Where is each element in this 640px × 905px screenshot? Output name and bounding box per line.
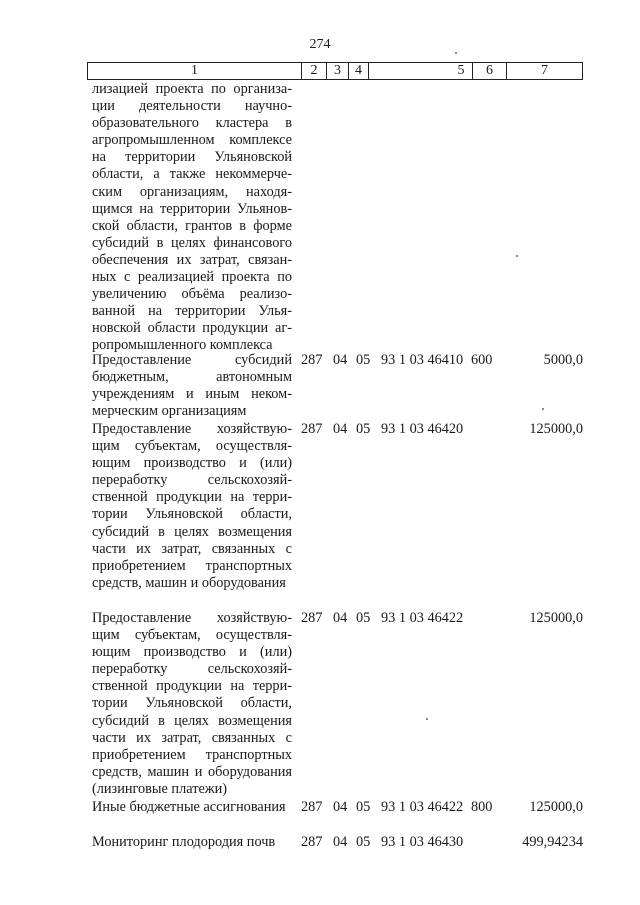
scan-speck <box>516 255 518 257</box>
header-col-7: 7 <box>506 63 582 79</box>
row-pr: 05 <box>356 799 371 815</box>
header-col-6: 6 <box>472 63 506 79</box>
header-col-5: 5 <box>368 63 553 79</box>
row-pr: 05 <box>356 610 371 626</box>
budget-table <box>0 81 640 854</box>
row-rz: 04 <box>333 834 348 850</box>
row-csr: 93 1 03 46420 <box>381 421 464 437</box>
row-description: Мониторинг плодородия почв <box>92 834 276 850</box>
row-pr: 05 <box>356 352 371 368</box>
row-pr: 05 <box>356 421 371 437</box>
row-sum: 125000,0 <box>529 610 583 626</box>
row-ved: 287 <box>301 352 323 368</box>
scan-speck <box>542 408 544 410</box>
table-row <box>0 610 640 799</box>
row-pr: 05 <box>356 834 371 850</box>
table-row <box>0 81 640 352</box>
row-csr: 93 1 03 46422 <box>381 610 464 626</box>
row-description: Иные бюджетные ассигнования <box>92 799 286 815</box>
row-description: Предоставление хозяйствующим субъектам, осуществляющим производство и (или) переработку сельскохозяйственной продукции на территории Ульяновской области, субсидий в целях возмещения части их затрат, связанных с приобретением транспортных средств, машин и оборудования <box>92 421 292 591</box>
row-ved: 287 <box>301 834 323 850</box>
table-row <box>0 834 640 854</box>
row-ved: 287 <box>301 799 323 815</box>
row-description: лизацией проекта по организации деятельности научно-образовательного кластера в агропромышленном комплексе на территории Ульяновской области, а также некоммерческим организациям, находящимся на территории Ульяновской области, грантов в форме субсидий в целях финансового обеспечения их затрат, связанных с реализацией проекта по увеличению объёма реализованной на территории Ульяновской области продукции агропромышленного комплекса <box>92 81 292 354</box>
row-sum: 125000,0 <box>529 799 583 815</box>
header-col-1: 1 <box>191 63 198 78</box>
row-rz: 04 <box>333 352 348 368</box>
row-csr: 93 1 03 46410 <box>381 352 464 368</box>
page-number: 274 <box>309 37 331 52</box>
table-row <box>0 421 640 610</box>
row-description: Предоставление субсидий бюджетным, автономным учреждениям и иным некоммерческим организациям <box>92 352 292 420</box>
row-csr: 93 1 03 46422 <box>381 799 464 815</box>
scan-speck <box>426 718 428 720</box>
table-row <box>0 352 640 421</box>
row-rz: 04 <box>333 799 348 815</box>
header-col-3: 3 <box>326 63 348 79</box>
row-sum: 5000,0 <box>543 352 583 368</box>
table-header <box>87 62 583 80</box>
row-vr: 800 <box>471 799 493 815</box>
row-sum: 499,94234 <box>522 834 583 850</box>
row-csr: 93 1 03 46430 <box>381 834 464 850</box>
scan-speck <box>455 52 457 54</box>
row-description: Предоставление хозяйствующим субъектам, осуществляющим производство и (или) переработку сельскохозяйственной продукции на территории Ульяновской области, субсидий в целях возмещения части их затрат, связанных с приобретением транспортных средств, машин и оборудования (лизинговые платежи) <box>92 610 292 797</box>
row-ved: 287 <box>301 421 323 437</box>
table-row <box>0 799 640 834</box>
row-sum: 125000,0 <box>529 421 583 437</box>
row-ved: 287 <box>301 610 323 626</box>
row-rz: 04 <box>333 610 348 626</box>
row-rz: 04 <box>333 421 348 437</box>
header-col-2: 2 <box>301 63 326 79</box>
row-vr: 600 <box>471 352 493 368</box>
header-col-4: 4 <box>348 63 368 79</box>
